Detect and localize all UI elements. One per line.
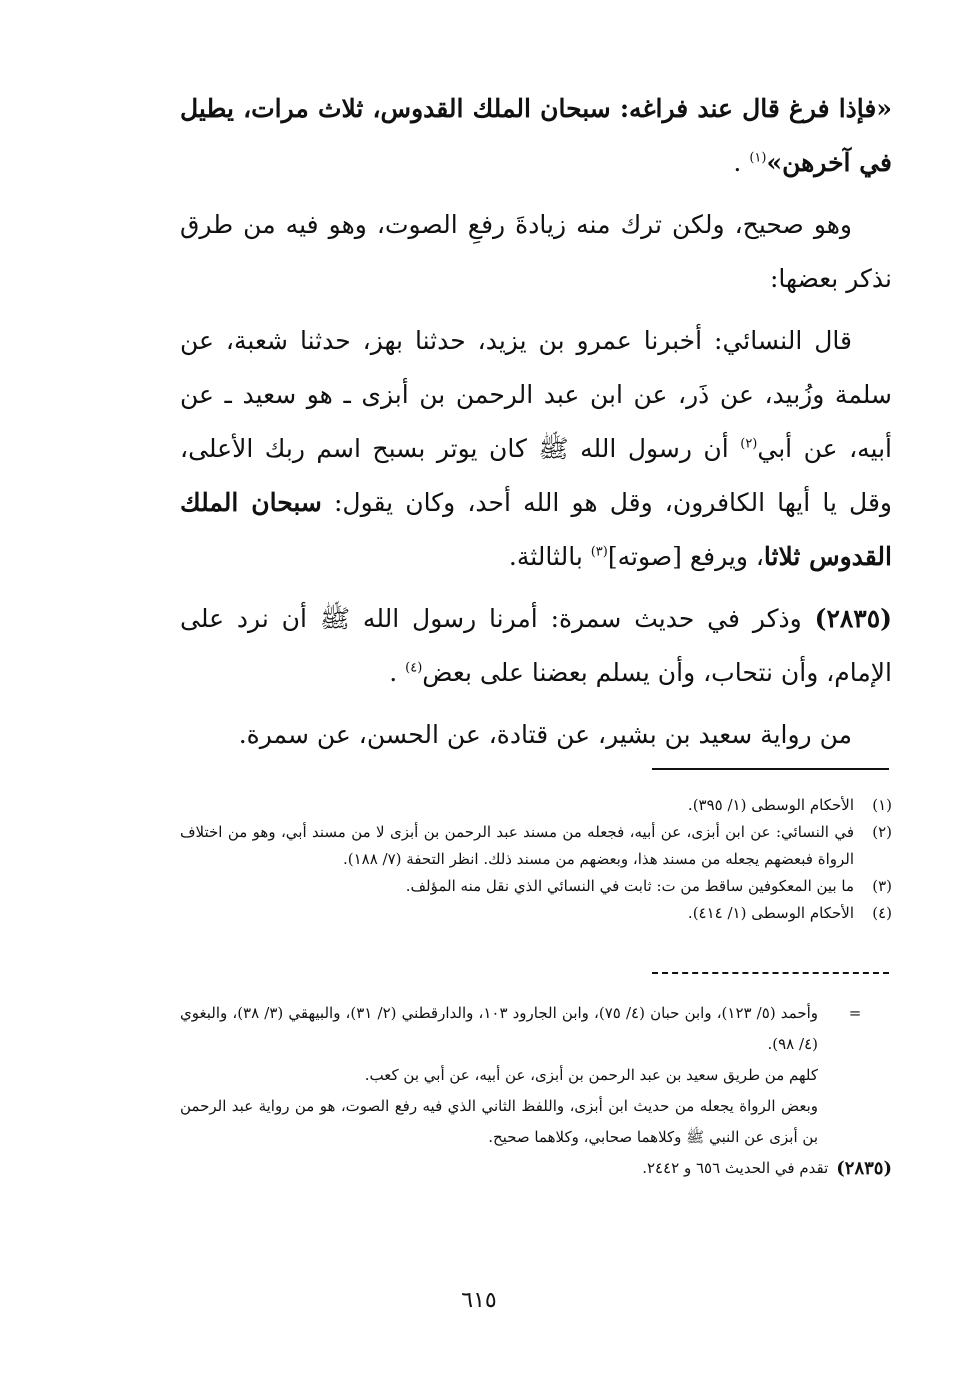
- page-number: ٦١٥: [461, 1288, 497, 1313]
- footnotes: [180, 792, 892, 927]
- footnote-number: (٤): [872, 904, 892, 922]
- main-text: [180, 82, 892, 770]
- footnote-number: (٢): [872, 823, 892, 841]
- para3-bold-phrase: سبحان الملك القدوس ثلاثا: [180, 488, 892, 571]
- para3-part-a: قال النسائي: أخبرنا عمرو بن يزيد، حدثنا بهز، حدثنا شعبة، عن سلمة وزُبيد، عن ذَر، عن ابن عبد الرحمن بن أبزى ـ هو سعيد ـ عن أبيه، عن أبي: [180, 326, 892, 463]
- footnote-item: [180, 819, 892, 873]
- para1-end: .: [733, 148, 750, 177]
- paragraph-5: من رواية سعيد بن بشير، عن قتادة، عن الحسن، عن سمرة.: [238, 720, 852, 749]
- para3-part-b: أن رسول الله ﷺ كان يوتر بسبح اسم ربك الأعلى، وقل يا أيها الكافرون، وقل هو الله أحد، وكان يقول:: [180, 434, 893, 517]
- footnote-item: [180, 900, 892, 927]
- continuation-mark: =: [848, 1004, 862, 1022]
- paragraph-3: [180, 314, 892, 584]
- continued-notes: [180, 998, 892, 1184]
- footnote-ref-2: (٢): [740, 436, 758, 452]
- hadith-number: (٢٨٣٥): [814, 604, 892, 633]
- footnote-number: (٣): [872, 877, 892, 895]
- continuation-separator: [652, 972, 889, 974]
- reference-text: تقدم في الحديث ٦٥٦ و ٢٤٤٢.: [642, 1159, 829, 1177]
- paragraph-1: [180, 82, 892, 190]
- footnote-text: في النسائي: عن ابن أبزى، عن أبيه، فجعله من مسند عبد الرحمن بن أبزى لا من مسند أبي، وهو من اختلاف الرواة فبعضهم يجعله من مسند هذا، وبعضهم من مسند ذلك. انظر التحفة (٧/ ١٨٨).: [180, 823, 854, 868]
- footnote-text: ما بين المعكوفين ساقط من ت: ثابت في النسائي الذي نقل منه المؤلف.: [405, 877, 854, 895]
- para4-end: .: [389, 658, 406, 687]
- para4-text: وذكر في حديث سمرة: أمرنا رسول الله ﷺ أن نرد على الإمام، وأن نتحاب، وأن يسلم بعضنا على بعض: [180, 604, 892, 687]
- continued-line: وأحمد (٥/ ١٢٣)، وابن حبان (٤/ ٧٥)، وابن الجارود ١٠٣، والدارقطني (٢/ ٣١)، والبيهقي (٣/ ٣٨)، والبغوي (٤/ ٩٨).: [180, 1004, 819, 1053]
- footnote-number: (١): [872, 796, 892, 814]
- quoted-hadith: «فإذا فرغ قال عند فراغه: سبحان الملك القدوس، ثلاث مرات، يطيل في آخرهن»: [180, 94, 892, 177]
- para3-part-c: ، ويرفع [صوته]: [607, 542, 764, 571]
- continued-note-body: [180, 998, 818, 1153]
- footnote-ref-3: (٣): [590, 544, 608, 560]
- footnote-text: الأحكام الوسطى (١/ ٣٩٥).: [687, 796, 854, 814]
- paragraph-2: وهو صحيح، ولكن ترك منه زيادةَ رفعِ الصوت، وهو فيه من طرق نذكر بعضها:: [180, 210, 892, 293]
- footnote-separator: [652, 768, 889, 770]
- continued-note: [180, 998, 892, 1153]
- footnote-item: [180, 792, 892, 819]
- hadith-reference: [180, 1153, 892, 1184]
- footnote-ref-1: (١): [749, 150, 767, 166]
- footnote-ref-4: (٤): [405, 660, 423, 676]
- continued-line: وبعض الرواة يجعله من حديث ابن أبزى، واللفظ الثاني الذي فيه رفع الصوت، هو من رواية عبد الرحمن بن أبزى عن النبي ﷺ وكلاهما صحابي، وكلاهما صحيح.: [180, 1097, 818, 1146]
- paragraph-4: [180, 592, 892, 700]
- continued-line: كلهم من طريق سعيد بن عبد الرحمن بن أبزى، عن أبيه، عن أبي بن كعب.: [364, 1066, 818, 1084]
- para3-part-d: بالثالثة.: [508, 542, 591, 571]
- footnote-text: الأحكام الوسطى (١/ ٤١٤).: [687, 904, 854, 922]
- footnote-item: [180, 873, 892, 900]
- reference-number: (٢٨٣٥): [836, 1158, 892, 1179]
